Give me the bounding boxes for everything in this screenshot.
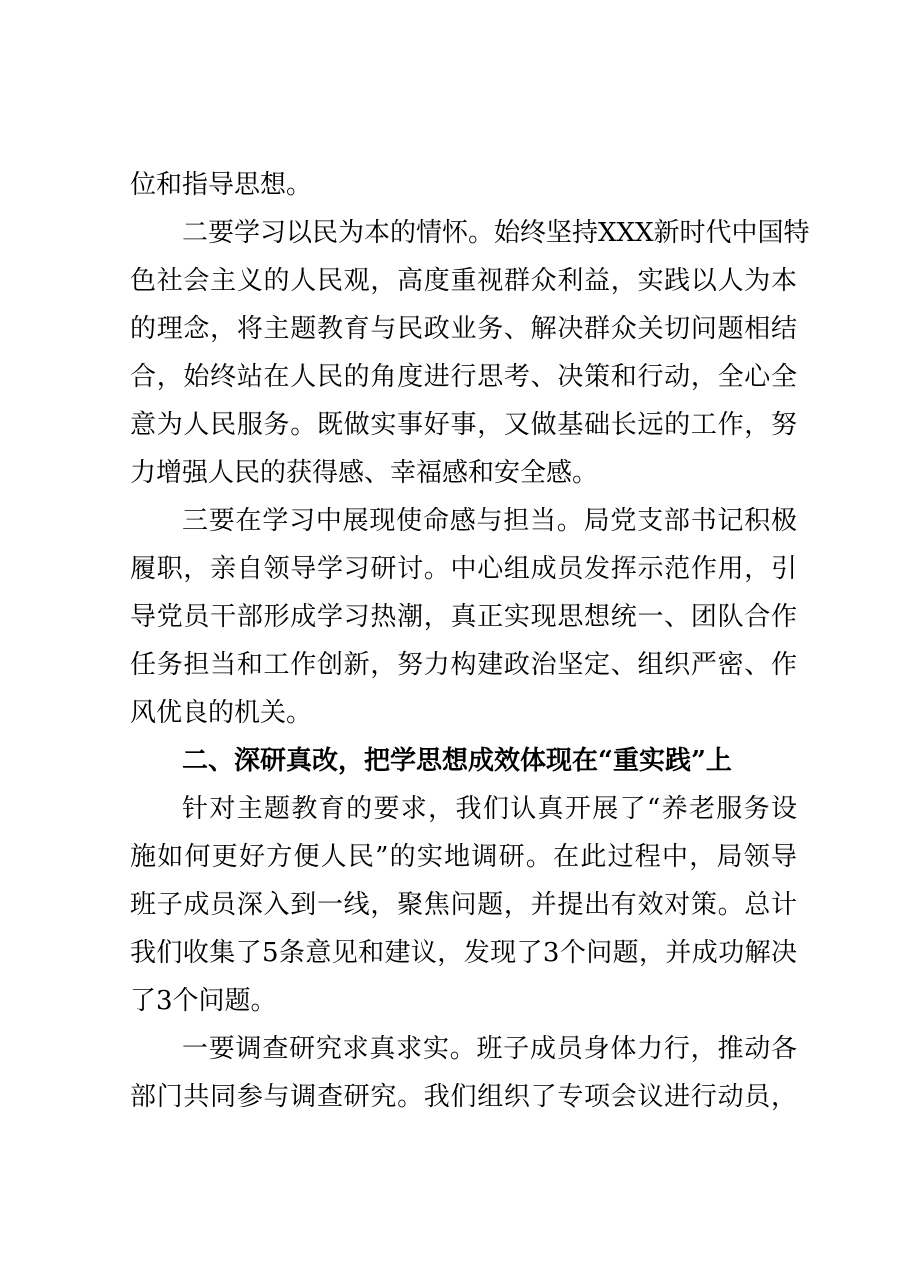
text-line (0, 885, 909, 925)
line-text: 我们收集了5条意见和建议，发现了3个问题，并成功解决 (130, 938, 797, 968)
line-text: 风优良的机关。 (130, 698, 313, 728)
line-text: 位和指导思想。 (130, 170, 313, 200)
text-line (0, 1077, 909, 1117)
text-line (0, 645, 909, 685)
line-text: 导党员干部形成学习热潮，真正实现思想统一、团队合作 (130, 602, 797, 632)
text-line (0, 597, 909, 637)
text-line (0, 309, 909, 349)
text-line (0, 837, 909, 877)
line-text: 力增强人民的获得感、幸福感和安全感。 (130, 458, 599, 488)
text-line (0, 405, 909, 445)
text-line (0, 213, 909, 253)
text-line (0, 789, 909, 829)
line-text: 针对主题教育的要求，我们认真开展了“养老服务设 (182, 794, 797, 824)
line-text: 任务担当和工作创新，努力构建政治坚定、组织严密、作 (130, 650, 797, 680)
line-text: 色社会主义的人民观，高度重视群众利益，实践以人为本 (130, 266, 797, 296)
line-text: 部门共同参与调查研究。我们组织了专项会议进行动员， (130, 1082, 797, 1112)
line-text: 履职，亲自领导学习研讨。中心组成员发挥示范作用，引 (130, 554, 797, 584)
line-text: 合，始终站在人民的角度进行思考、决策和行动，全心全 (130, 362, 797, 392)
section-heading (0, 741, 909, 781)
line-text: 的理念，将主题教育与民政业务、解决群众关切问题相结 (130, 314, 797, 344)
text-line (0, 933, 909, 973)
line-text: 了3个问题。 (130, 986, 277, 1016)
line-text: 班子成员深入到一线，聚焦问题，并提出有效对策。总计 (130, 890, 797, 920)
text-line (0, 501, 909, 541)
text-line (0, 453, 909, 493)
line-text: 三要在学习中展现使命感与担当。局党支部书记积极 (182, 506, 797, 536)
line-text: 一要调查研究求真求实。班子成员身体力行，推动各 (182, 1034, 797, 1064)
line-text: 二要学习以民为本的情怀。始终坚持XXX新时代中国特 (182, 218, 810, 248)
text-line (0, 261, 909, 301)
text-line (0, 693, 909, 733)
text-line (0, 549, 909, 589)
heading-text: 二、深研真改，把学思想成效体现在“重实践”上 (182, 746, 732, 776)
line-text: 意为人民服务。既做实事好事，又做基础长远的工作，努 (130, 410, 797, 440)
line-text: 施如何更好方便人民”的实地调研。在此过程中，局领导 (130, 842, 797, 872)
text-line (0, 1029, 909, 1069)
text-line (0, 981, 909, 1021)
text-line (0, 357, 909, 397)
text-line (0, 165, 909, 205)
